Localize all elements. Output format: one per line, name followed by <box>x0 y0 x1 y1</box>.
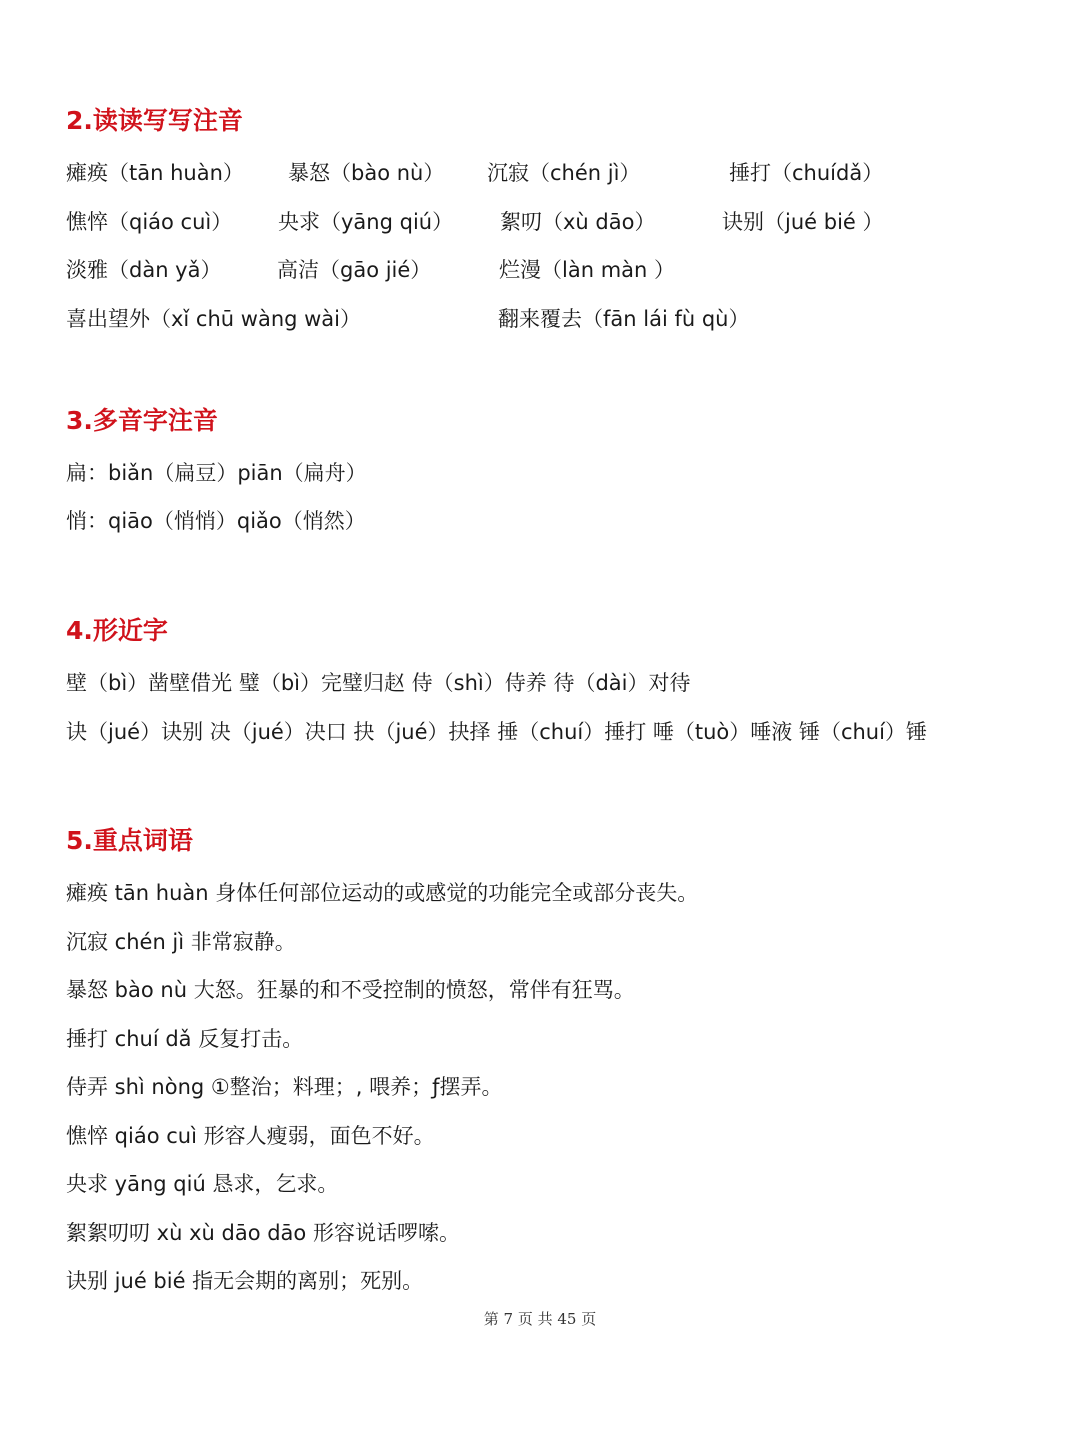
pinyin-item: 烂漫（làn màn ） <box>499 258 675 282</box>
pinyin-item: 淡雅（dàn yǎ） <box>66 258 222 282</box>
pinyin-item: 喜出望外（xǐ chū wàng wài） <box>66 307 362 331</box>
pinyin-item: 沉寂（chén jì） <box>487 161 641 185</box>
polyphonic-line: 扁：biǎn（扁豆）piān（扁舟） <box>66 461 367 485</box>
similar-characters-line: 壁（bì）凿壁借光 璧（bì）完璧归赵 侍（shì）侍养 待（dài）对待 <box>66 671 691 695</box>
key-word-line: 憔悴 qiáo cuì 形容人瘦弱，面色不好。 <box>66 1124 435 1148</box>
pinyin-item: 诀别（jué bié ） <box>722 210 884 234</box>
page-number-footer: 第 7 页 共 45 页 <box>483 1310 597 1328</box>
section-heading-key-words: 5.重点词语 <box>66 826 193 855</box>
key-word-line: 捶打 chuí dǎ 反复打击。 <box>66 1027 304 1051</box>
section-heading-polyphonic: 3.多音字注音 <box>66 406 218 435</box>
section-heading-reading-writing: 2.读读写写注音 <box>66 106 243 135</box>
key-word-line: 暴怒 bào nù 大怒。狂暴的和不受控制的愤怒，常伴有狂骂。 <box>66 978 635 1002</box>
key-word-line: 侍弄 shì nòng ①整治；料理；, 喂养；ƒ摆弄。 <box>66 1075 503 1099</box>
pinyin-item: 瘫痪（tān huàn） <box>66 161 244 185</box>
pinyin-item: 央求（yāng qiú） <box>278 210 454 234</box>
key-word-line: 瘫痪 tān huàn 身体任何部位运动的或感觉的功能完全或部分丧失。 <box>66 881 699 905</box>
pinyin-item: 翻来覆去（fān lái fù qù） <box>498 307 750 331</box>
key-word-line: 絮絮叨叨 xù xù dāo dāo 形容说话啰嗦。 <box>66 1221 460 1245</box>
polyphonic-line: 悄：qiāo（悄悄）qiǎo（悄然） <box>66 509 366 533</box>
pinyin-item: 捶打（chuídǎ） <box>729 161 884 185</box>
section-heading-similar-characters: 4.形近字 <box>66 616 168 645</box>
key-word-line: 诀别 jué bié 指无会期的离别；死别。 <box>66 1269 424 1293</box>
pinyin-item: 高洁（gāo jié） <box>277 258 432 282</box>
pinyin-item: 絮叨（xù dāo） <box>500 210 656 234</box>
key-word-line: 央求 yāng qiú 恳求，乞求。 <box>66 1172 339 1196</box>
key-word-line: 沉寂 chén jì 非常寂静。 <box>66 930 296 954</box>
similar-characters-line: 诀（jué）诀别 决（jué）决口 抉（jué）抉择 捶（chuí）捶打 唾（tuò）唾液 锤（chuí）锤 <box>66 720 927 744</box>
pinyin-item: 憔悴（qiáo cuì） <box>66 210 233 234</box>
pinyin-item: 暴怒（bào nù） <box>288 161 445 185</box>
